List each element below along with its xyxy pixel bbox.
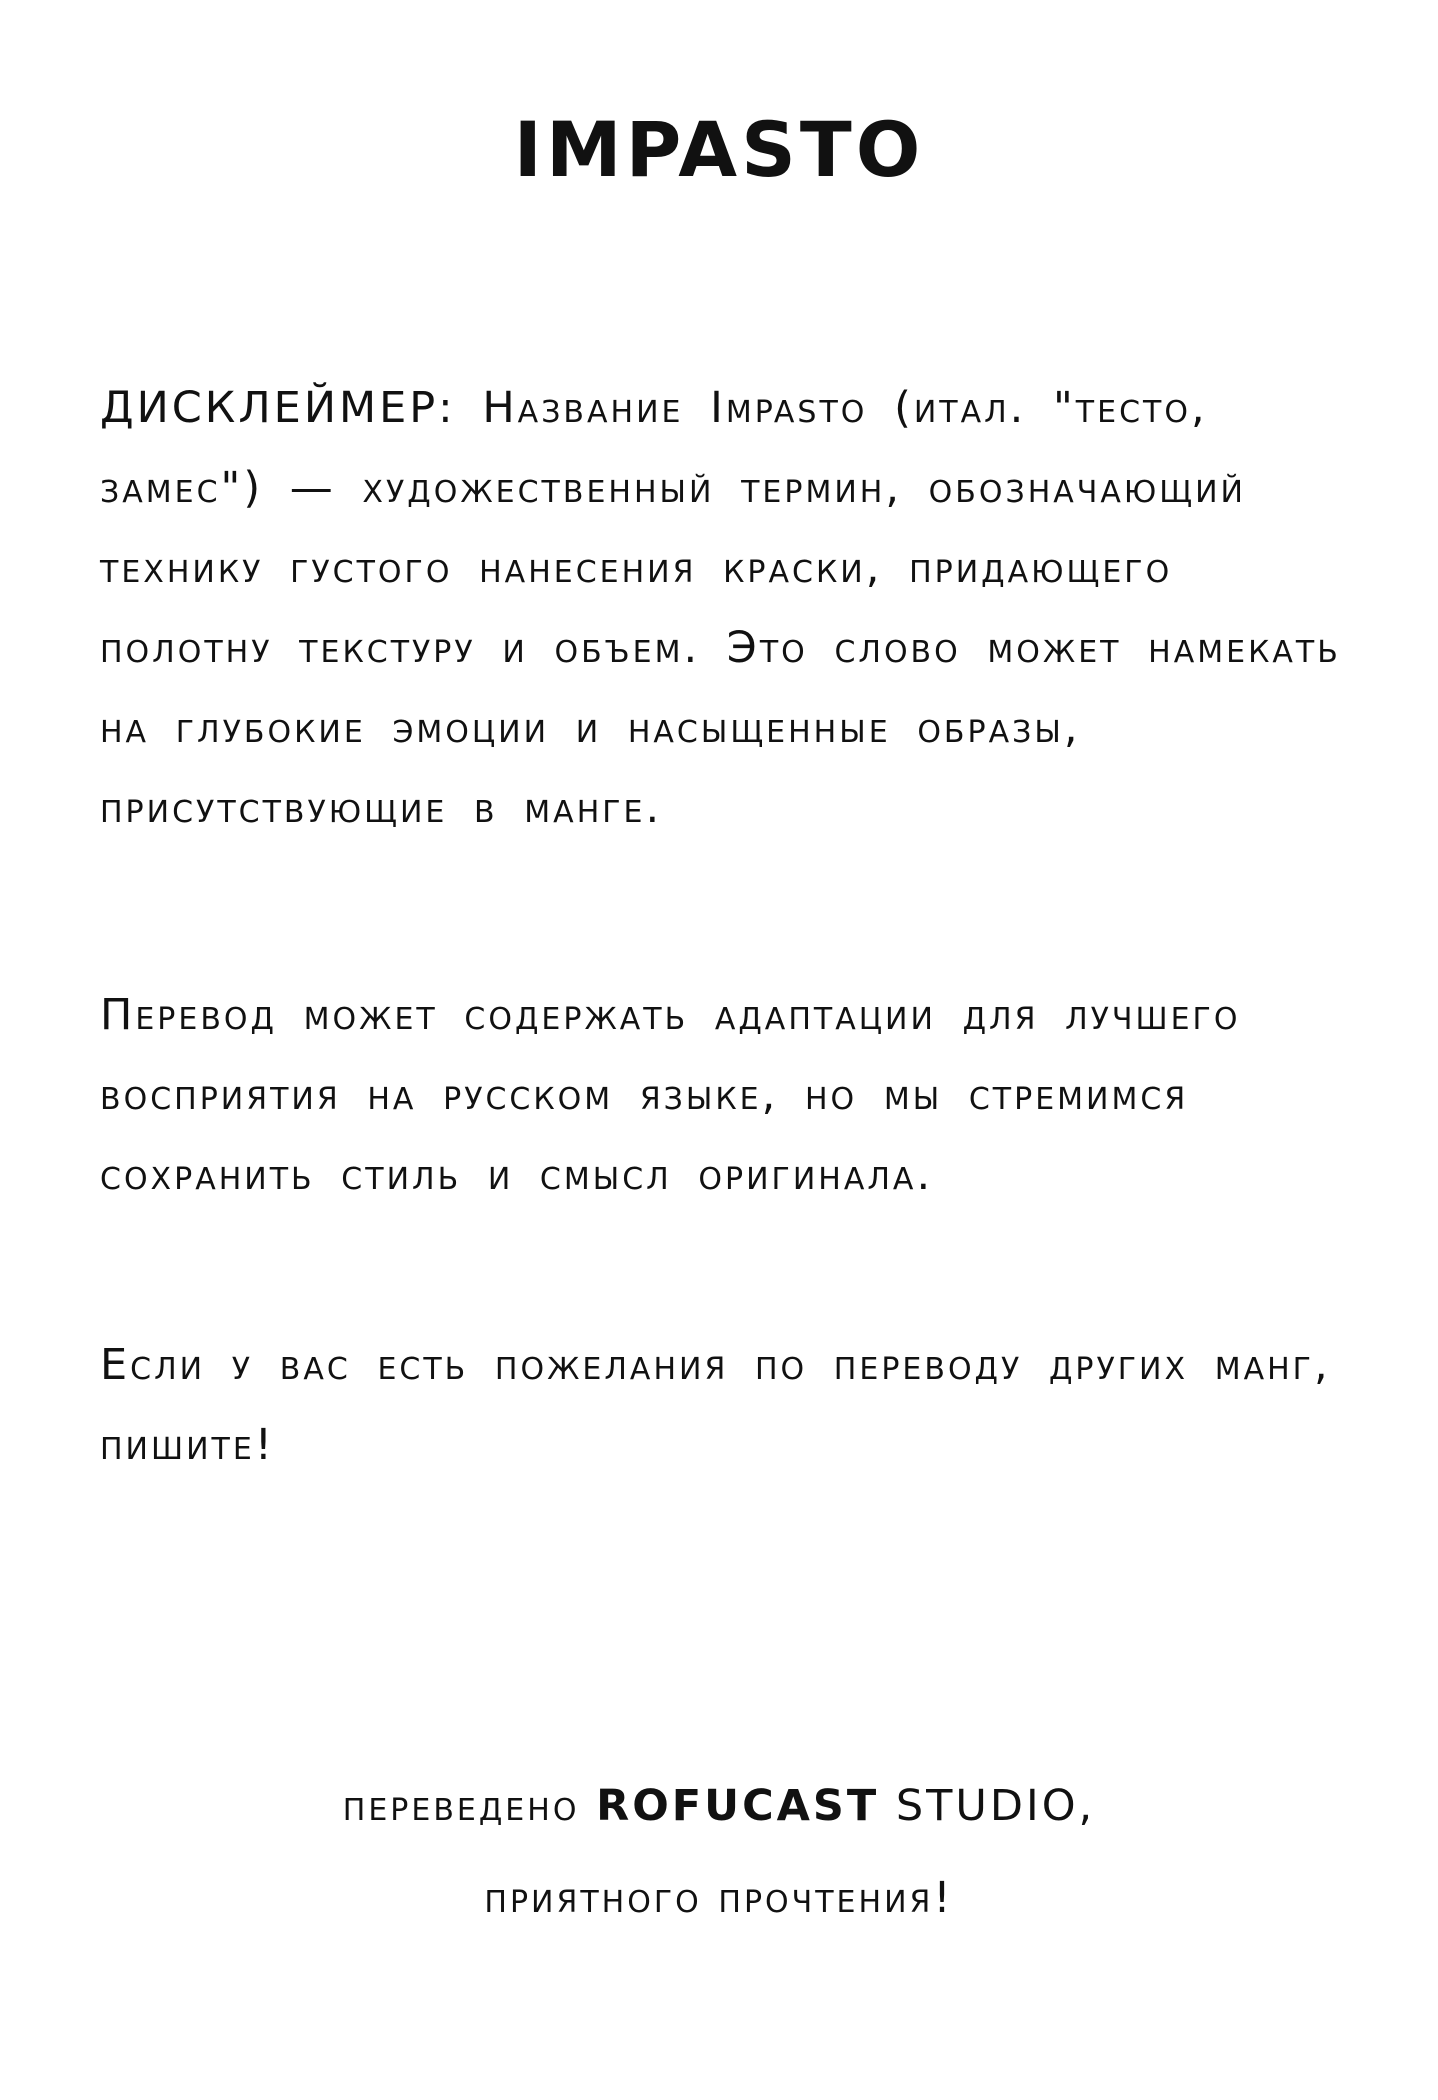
credits-prefix: переведено	[342, 1781, 580, 1831]
studio-name: ROFUCAST	[596, 1781, 880, 1831]
page-title: IMPASTO	[513, 105, 925, 194]
greeting-line: приятного прочтения!	[484, 1873, 954, 1923]
credits-suffix: STUDIO,	[895, 1781, 1096, 1831]
request-paragraph: Если у вас есть пожелания по переводу других манг, пишите!	[100, 1340, 1331, 1470]
disclaimer-paragraph: ДИСКЛЕЙМЕР: Название Impasto (итал. "тесто, замес") — художественный термин, обозначающий технику густого нанесения краски, придающего полотну текстуру и объем. Это слово может намекать на глубокие эмоции и насыщенные образы, присутствующие в манге.	[100, 383, 1341, 833]
credits-footer	[0, 1760, 1438, 1944]
translation-note-paragraph: Перевод может содержать адаптации для лучшего восприятия на русском языке, но мы стремимся сохранить стиль и смысл оригинала.	[100, 990, 1241, 1200]
credits-line	[0, 1760, 1438, 1852]
